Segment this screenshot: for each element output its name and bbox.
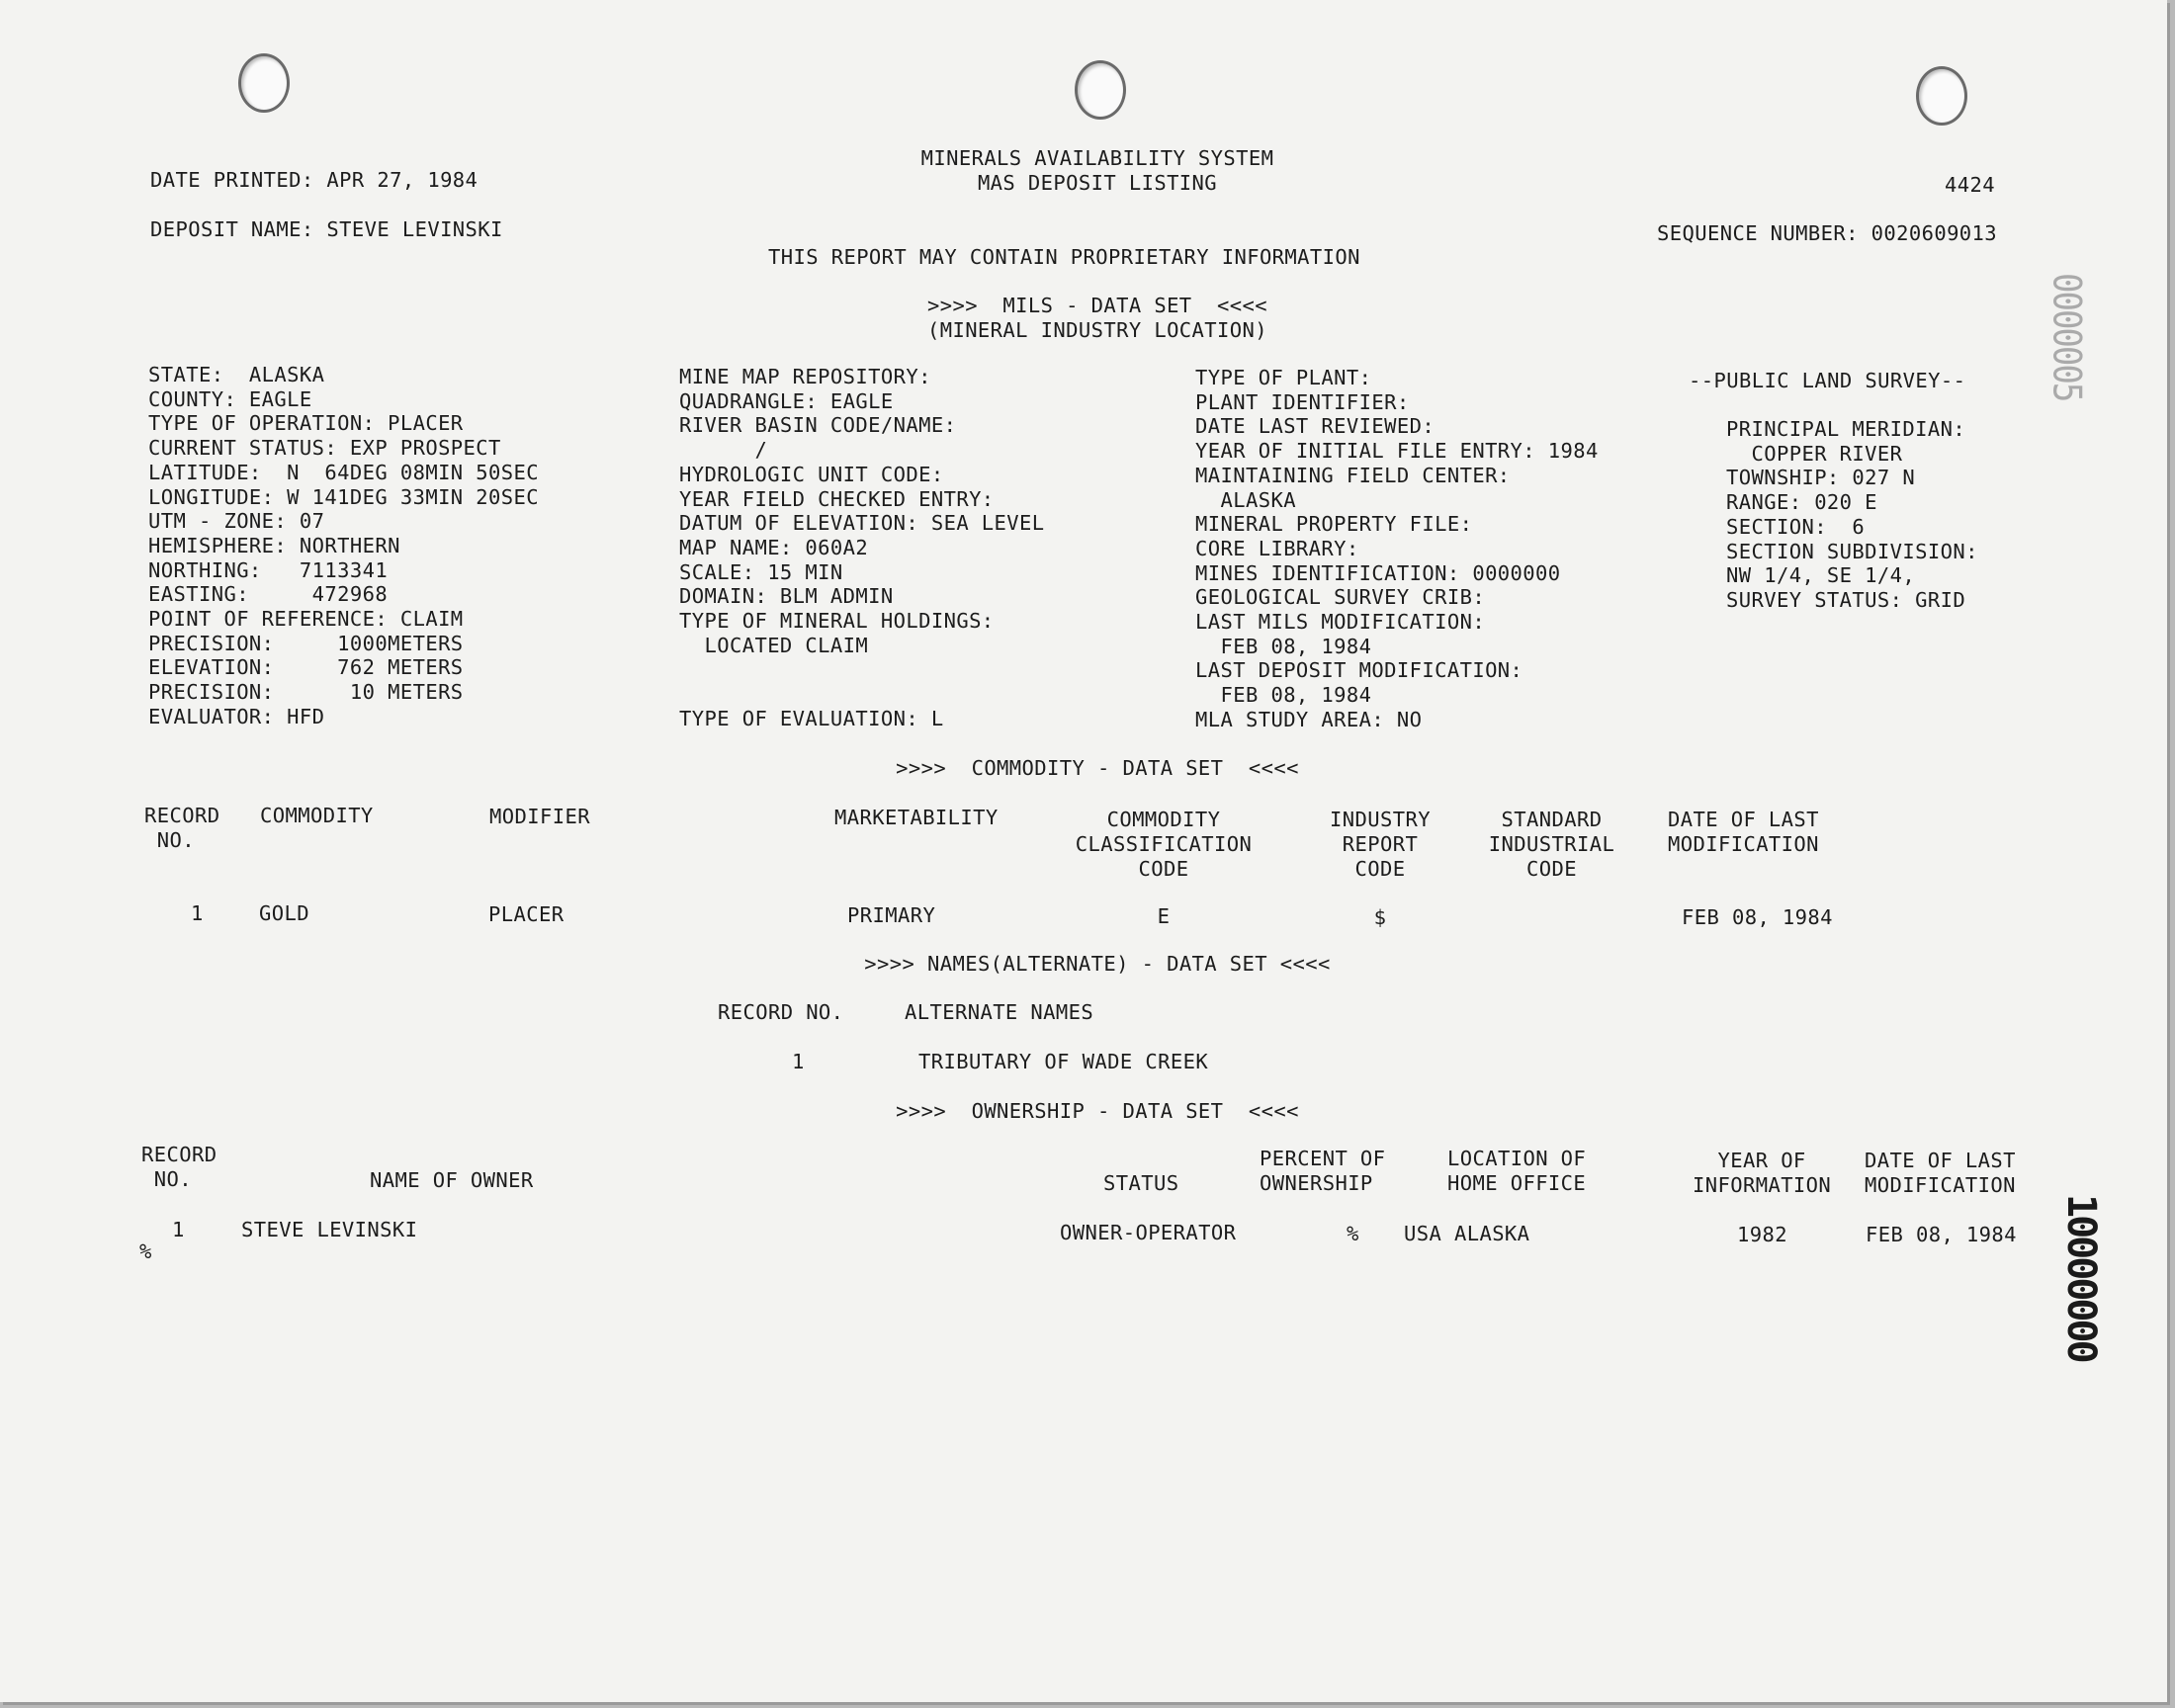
mils-section-subtitle: (MINERAL INDUSTRY LOCATION) [926,318,1268,342]
ownership-header-record: RECORD NO. [141,1143,218,1191]
listing-title: MAS DEPOSIT LISTING [977,171,1218,195]
last-mils-modification-value: FEB 08, 1984 [1195,634,1372,658]
scale-field: SCALE: 15 MIN [679,559,843,584]
section-subdivision-field: SECTION SUBDIVISION: [1726,539,1978,563]
home-office-location: USA ALASKA [1404,1222,1530,1245]
system-title: MINERALS AVAILABILITY SYSTEM [920,146,1274,170]
commodity-classification-code: E [1157,904,1171,928]
proprietary-notice: THIS REPORT MAY CONTAIN PROPRIETARY INFORMATION [768,245,1360,269]
evaluator-field: EVALUATOR: HFD [148,704,325,728]
commodity-header-marketability: MARKETABILITY [834,806,999,829]
plant-type-field: TYPE OF PLANT: [1195,366,1372,389]
precision-field: PRECISION: 1000METERS [148,631,464,655]
geological-survey-crib-field: GEOLOGICAL SURVEY CRIB: [1195,585,1486,610]
map-name-field: MAP NAME: 060A2 [679,535,869,559]
utm-zone-field: UTM - ZONE: 07 [148,509,325,534]
commodity-header-record: RECORD NO. [144,804,220,852]
survey-status-field: SURVEY STATUS: GRID [1726,587,1966,612]
domain-field: DOMAIN: BLM ADMIN [679,584,894,609]
range-field: RANGE: 020 E [1726,490,1877,515]
commodity-marketability: PRIMARY [847,903,936,927]
principal-meridian-field: PRINCIPAL MERIDIAN: [1726,417,1966,441]
commodity-header-modifier: MODIFIER [489,805,590,828]
hydrologic-unit-field: HYDROLOGIC UNIT CODE: [679,462,944,486]
elevation-field: ELEVATION: 762 METERS [148,655,464,680]
ownership-percent: % [1347,1222,1359,1245]
mines-identification-field: MINES IDENTIFICATION: 0000000 [1195,560,1561,585]
last-mils-modification-field: LAST MILS MODIFICATION: [1195,610,1486,634]
names-record-no: 1 [792,1050,805,1073]
commodity-section-title: >>>> COMMODITY - DATA SET <<<< [896,756,1299,780]
longitude-field: LONGITUDE: W 141DEG 33MIN 20SEC [148,484,540,509]
mineral-property-file-field: MINERAL PROPERTY FILE: [1195,512,1473,537]
ownership-header-date: DATE OF LAST MODIFICATION [1865,1149,2016,1197]
mineral-holdings-value: LOCATED CLAIM [679,633,869,657]
alternate-name: TRIBUTARY OF WADE CREEK [918,1050,1209,1073]
mils-section-title: >>>> MILS - DATA SET <<<< [926,294,1268,317]
ownership-section-title: >>>> OWNERSHIP - DATA SET <<<< [896,1099,1299,1123]
names-header-record: RECORD NO. [718,1000,844,1024]
punch-hole-center [1075,60,1126,120]
field-center-field: MAINTAINING FIELD CENTER: [1195,463,1511,487]
ownership-record-no: 1 [172,1218,185,1241]
latitude-field: LATITUDE: N 64DEG 08MIN 50SEC [148,460,540,484]
field-center-value: ALASKA [1195,487,1296,512]
current-status-field: CURRENT STATUS: EXP PROSPECT [148,436,501,461]
quadrangle-field: QUADRANGLE: EAGLE [679,388,894,413]
last-deposit-modification-field: LAST DEPOSIT MODIFICATION: [1195,658,1523,683]
date-last-reviewed-field: DATE LAST REVIEWED: [1195,414,1436,439]
river-basin-field: RIVER BASIN CODE/NAME: [679,413,957,438]
elevation-precision-field: PRECISION: 10 METERS [148,680,464,705]
northing-field: NORTHING: 7113341 [148,557,389,582]
section-subdivision-value: NW 1/4, SE 1/4, [1726,563,1916,588]
commodity-modifier: PLACER [488,902,565,926]
plant-identifier-field: PLANT IDENTIFIER: [1195,389,1410,414]
sequence-number: SEQUENCE NUMBER: 0020609013 [1657,221,1998,245]
commodity-header-industry: INDUSTRY REPORT CODE [1330,808,1431,881]
year-field-checked-field: YEAR FIELD CHECKED ENTRY: [679,486,995,511]
mla-study-area-field: MLA STUDY AREA: NO [1195,707,1423,731]
mine-map-repository-field: MINE MAP REPOSITORY: [679,365,931,388]
public-land-survey-title: --PUBLIC LAND SURVEY-- [1689,369,1966,392]
commodity-industry-code: $ [1373,905,1387,929]
ownership-header-status: STATUS [1103,1171,1179,1195]
township-field: TOWNSHIP: 027 N [1726,466,1916,490]
ownership-modification-date: FEB 08, 1984 [1866,1223,2017,1246]
section-field: SECTION: 6 [1726,514,1866,539]
operation-type-field: TYPE OF OPERATION: PLACER [148,411,464,436]
ownership-header-year: YEAR OF INFORMATION [1693,1149,1832,1197]
commodity-name: GOLD [259,901,309,925]
county-field: COUNTY: EAGLE [148,386,312,411]
principal-meridian-value: COPPER RIVER [1726,441,1903,466]
punch-hole-right [1916,66,1967,126]
datum-of-elevation-field: DATUM OF ELEVATION: SEA LEVEL [679,511,1045,536]
hemisphere-field: HEMISPHERE: NORTHERN [148,533,400,557]
ownership-header-percent: PERCENT OF OWNERSHIP [1260,1147,1386,1195]
commodity-header-commodity: COMMODITY [260,804,374,827]
ownership-footnote: % [139,1239,152,1263]
easting-field: EASTING: 472968 [148,582,389,607]
point-of-reference-field: POINT OF REFERENCE: CLAIM [148,607,464,631]
owner-status: OWNER-OPERATOR [1060,1221,1237,1244]
ownership-header-location: LOCATION OF HOME OFFICE [1447,1147,1587,1195]
information-year: 1982 [1737,1223,1787,1246]
last-deposit-modification-value: FEB 08, 1984 [1195,683,1372,708]
initial-file-entry-field: YEAR OF INITIAL FILE ENTRY: 1984 [1195,439,1599,464]
commodity-header-classification: COMMODITY CLASSIFICATION CODE [1075,808,1253,881]
river-basin-value: / [679,438,768,463]
punch-hole-left [238,53,290,113]
mineral-holdings-field: TYPE OF MINERAL HOLDINGS: [679,609,995,633]
margin-stamp-upper: 0000005 [2044,273,2089,401]
commodity-header-date: DATE OF LAST MODIFICATION [1668,808,1819,856]
ownership-header-name: NAME OF OWNER [370,1168,534,1192]
commodity-record-no: 1 [191,901,204,925]
date-printed: DATE PRINTED: APR 27, 1984 [150,168,478,192]
commodity-modification-date: FEB 08, 1984 [1682,905,1833,929]
names-header-alternate: ALTERNATE NAMES [905,1000,1094,1024]
state-field: STATE: ALASKA [148,363,325,386]
owner-name: STEVE LEVINSKI [241,1218,418,1241]
evaluation-type-field: TYPE OF EVALUATION: L [679,707,944,730]
commodity-header-sic: STANDARD INDUSTRIAL CODE [1488,808,1615,881]
margin-stamp-lower: 10000000 [2058,1194,2104,1361]
core-library-field: CORE LIBRARY: [1195,536,1359,560]
page-number: 4424 [1945,173,1995,197]
names-section-title: >>>> NAMES(ALTERNATE) - DATA SET <<<< [864,952,1331,976]
deposit-name: DEPOSIT NAME: STEVE LEVINSKI [150,217,503,241]
